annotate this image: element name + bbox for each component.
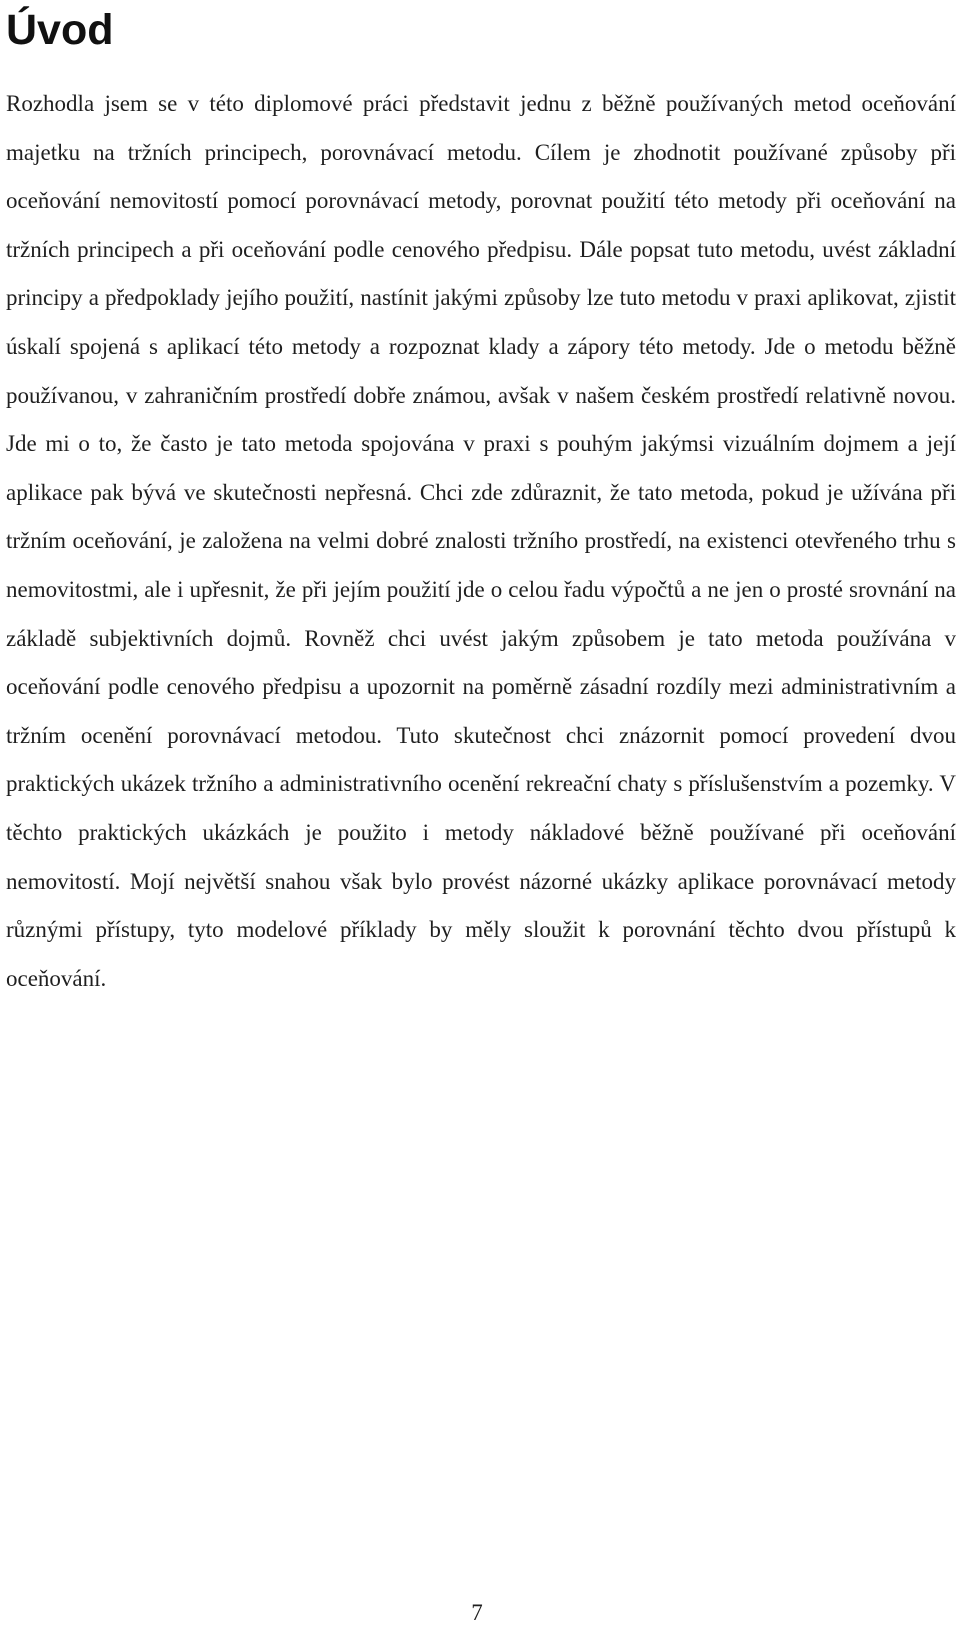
section-heading: Úvod: [6, 6, 114, 54]
body-paragraph: Rozhodla jsem se v této diplomové práci představit jednu z běžně používaných metod oceňování majetku na tržních principech, porovnávací metodu. Cílem je zhodnotit používané způsoby při oceňování nemovitostí pomocí porovnávací metody, porovnat použití této metody při oceňování na tržních principech a při oceňování podle cenového předpisu. Dále popsat tuto metodu, uvést základní principy a předpoklady jejího použití, nastínit jakými způsoby lze tuto metodu v praxi aplikovat, zjistit úskalí spojená s aplikací této metody a rozpoznat klady a zápory této metody. Jde o metodu běžně používanou, v zahraničním prostředí dobře známou, avšak v našem českém prostředí relativně novou. Jde mi o to, že často je tato metoda spojována v praxi s pouhým jakýmsi vizuálním dojmem a její aplikace pak bývá ve skutečnosti nepřesná. Chci zde zdůraznit, že tato metoda, pokud je užívána při tržním oceňování, je založena na velmi dobré znalosti tržního prostředí, na existenci otevřeného trhu s nemovitostmi, ale i upřesnit, že při jejím použití jde o celou řadu výpočtů a ne jen o prosté srovnání na základě subjektivních dojmů. Rovněž chci uvést jakým způsobem je tato metoda používána v oceňování podle cenového předpisu a upozornit na poměrně zásadní rozdíly mezi administrativním a tržním ocenění porovnávací metodou. Tuto skutečnost chci znázornit pomocí provedení dvou praktických ukázek tržního a administrativního ocenění rekreační chaty s příslušenstvím a pozemky. V těchto praktických ukázkách je použito i metody nákladové běžně používané při oceňování nemovitostí. Mojí největší snahou však bylo provést názorné ukázky aplikace porovnávací metody různými přístupy, tyto modelové příklady by měly sloužit k porovnání těchto dvou přístupů k oceňování.: [6, 91, 956, 991]
page-number: 7: [471, 1600, 483, 1625]
